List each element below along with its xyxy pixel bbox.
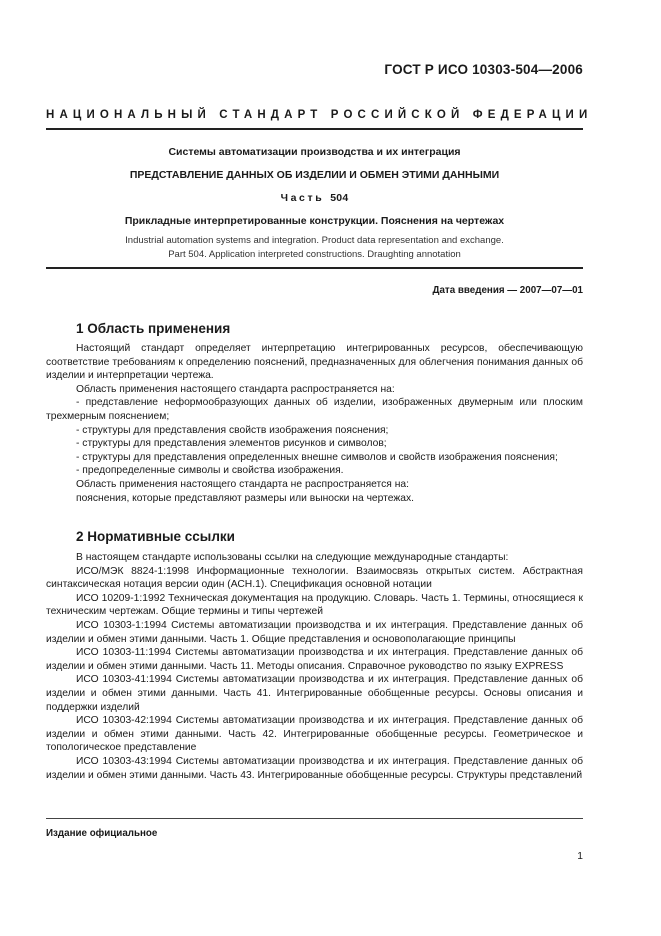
part-line [46,192,583,204]
reference-item: ИСО 10209-1:1992 Техническая документация на продукцию. Словарь. Часть 1. Термины, относящиеся к техническим чертежам. Общие термины и типы чертежей [46,592,583,618]
reference-item: ИСО 10303-1:1994 Системы автоматизации производства и их интеграция. Представление данных об изделии и обмен этими данными. Часть 1. Общие представления и основополагающие принципы [46,619,583,645]
section-2-heading: 2 Нормативные ссылки [76,529,235,544]
section-1-heading: 1 Область применения [76,321,231,336]
introduction-date: Дата введения — 2007—07—01 [432,285,583,296]
edition-label: Издание официальное [46,828,158,839]
part-title: Прикладные интерпретированные конструкции. Пояснения на чертежах [124,215,505,227]
reference-item: ИСО 10303-43:1994 Системы автоматизации производства и их интеграция. Представление данных об изделии и обмен этими данными. Часть 43. Интегрированные обобщенные ресурсы. Структуры представлений [46,755,583,781]
paragraph: В настоящем стандарте использованы ссылки на следующие международные стандарты: [76,552,509,563]
english-title-line-2: Part 504. Application interpreted constructions. Draughting annotation [168,248,461,260]
part-number: 504 [330,192,349,204]
english-title [46,234,583,261]
page-number: 1 [577,851,583,862]
title-divider [46,267,583,269]
reference-item: ИСО 10303-41:1994 Системы автоматизации производства и их интеграция. Представление данных об изделии и обмен этими данными. Часть 41. Интегрированные обобщенные ресурсы. Основы описания и поддержки изделий [46,674,583,713]
document-code: ГОСТ Р ИСО 10303-504—2006 [384,62,583,77]
reference-item: ИСО/МЭК 8824-1:1998 Информационные технологии. Взаимосвязь открытых систем. Абстрактная синтаксическая нотация версии один (АСН.1). Спецификация основной нотации [46,565,583,591]
top-divider [46,128,583,130]
series-title: Системы автоматизации производства и их интеграция [168,146,461,158]
list-item: - структуры для представления элементов рисунков и символов; [76,438,387,450]
part-label: Часть [280,192,325,204]
paragraph: Настоящий стандарт определяет интерпретацию интегрированных ресурсов, обеспечивающую соответствие требованиям к определению пояснений, предназначенных для облегчения понимания данных об изделии и интерпретации чертежа. [46,343,583,382]
paragraph: Область применения настоящего стандарта распространяется на: [76,383,395,395]
list-item: - структуры для представления определенных внешне символов и свойств изображения пояснения; [76,451,558,463]
national-standard-banner: НАЦИОНАЛЬНЫЙ СТАНДАРТ РОССИЙСКОЙ ФЕДЕРАЦИИ [46,109,593,121]
reference-item: ИСО 10303-42:1994 Системы автоматизации производства и их интеграция. Представление данных об изделии и обмен этими данными. Часть 42. Интегрированные обобщенные ресурсы. Геометрическое и топологическое представление [46,715,583,754]
paragraph: Область применения настоящего стандарта не распространяется на: [76,478,409,490]
list-item: - предопределенные символы и свойства изображения. [76,465,344,477]
list-item: - структуры для представления свойств изображения пояснения; [76,424,389,436]
paragraph: пояснения, которые представляют размеры или выноски на чертежах. [76,492,414,504]
section-2-body [46,551,583,782]
english-title-line-1: Industrial automation systems and integration. Product data representation and exchange. [125,235,504,246]
main-title: ПРЕДСТАВЛЕНИЕ ДАННЫХ ОБ ИЗДЕЛИИ И ОБМЕН ЭТИМИ ДАННЫМИ [129,169,500,181]
reference-item: ИСО 10303-11:1994 Системы автоматизации производства и их интеграция. Представление данных об изделии и обмен этими данными. Часть 11. Методы описания. Справочное руководство по языку EXPRESS [46,647,583,672]
list-item: - представление неформообразующих данных об изделии, изображенных двумерным или плоским трехмерным пояснением; [46,397,583,422]
section-1-body [46,342,583,505]
footer-divider [46,818,583,819]
